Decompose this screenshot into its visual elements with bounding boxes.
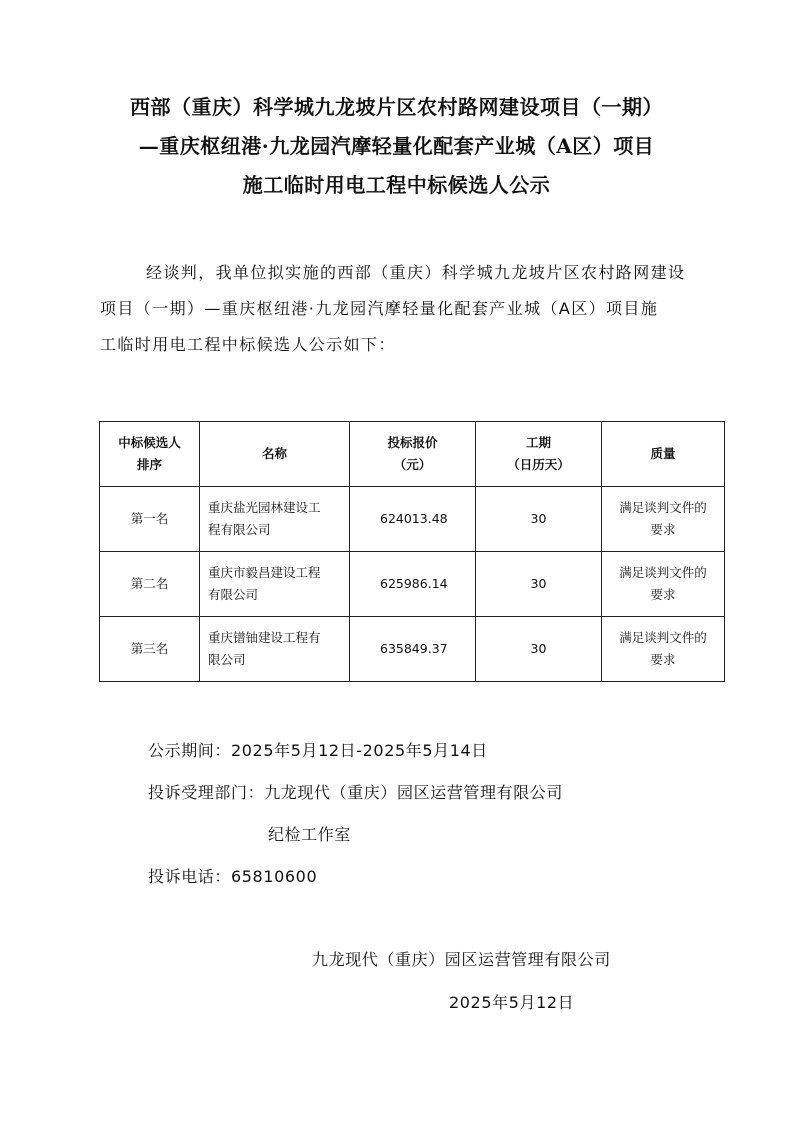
header-name: 名称 — [200, 422, 350, 487]
signature-org: 九龙现代（重庆）园区运营管理有限公司 — [312, 950, 611, 969]
header-price: 投标报价 （元） — [350, 422, 476, 487]
intro-line-1: 经谈判，我单位拟实施的西部（重庆）科学城九龙坡片区农村路网建设 — [146, 263, 686, 282]
cell-quality: 满足谈判文件的 要求 — [602, 617, 725, 682]
intro-line-2: 项目（一期）—重庆枢纽港·九龙园汽摩轻量化配套产业城（A区）项目施 — [100, 299, 659, 318]
cell-rank: 第二名 — [100, 552, 200, 617]
cell-company: 重庆盐光园林建设工 程有限公司 — [200, 487, 350, 552]
table-header-row — [100, 422, 725, 487]
intro-line-3: 工临时用电工程中标候选人公示如下： — [100, 335, 396, 354]
table-row — [100, 552, 725, 617]
title-line-2: —重庆枢纽港·九龙园汽摩轻量化配套产业城（A区）项目 — [138, 134, 655, 158]
title-line-1: 西部（重庆）科学城九龙坡片区农村路网建设项目（一期） — [130, 95, 663, 119]
cell-quality: 满足谈判文件的 要求 — [602, 487, 725, 552]
candidates-table — [99, 421, 725, 682]
header-rank: 中标候选人 排序 — [100, 422, 200, 487]
signature-date: 2025年5月12日 — [449, 993, 575, 1012]
cell-days: 30 — [476, 617, 602, 682]
header-quality: 质量 — [602, 422, 725, 487]
cell-price: 635849.37 — [350, 617, 476, 682]
document-title — [60, 88, 733, 205]
cell-company: 重庆镨铀建设工程有 限公司 — [200, 617, 350, 682]
table-row — [100, 487, 725, 552]
table-row — [100, 617, 725, 682]
notice-period: 公示期间：2025年5月12日-2025年5月14日 — [148, 741, 488, 760]
cell-rank: 第一名 — [100, 487, 200, 552]
cell-price: 624013.48 — [350, 487, 476, 552]
title-line-3: 施工临时用电工程中标候选人公示 — [242, 173, 551, 197]
cell-rank: 第三名 — [100, 617, 200, 682]
intro-paragraph — [100, 255, 700, 363]
cell-company: 重庆市毅昌建设工程 有限公司 — [200, 552, 350, 617]
cell-days: 30 — [476, 487, 602, 552]
notice-complaint-phone: 投诉电话：65810600 — [148, 867, 318, 886]
notice-complaint-dept-cont: 纪检工作室 — [268, 825, 352, 844]
cell-quality: 满足谈判文件的 要求 — [602, 552, 725, 617]
notice-complaint-dept: 投诉受理部门：九龙现代（重庆）园区运营管理有限公司 — [148, 783, 564, 802]
cell-price: 625986.14 — [350, 552, 476, 617]
cell-days: 30 — [476, 552, 602, 617]
header-duration: 工期 （日历天） — [476, 422, 602, 487]
